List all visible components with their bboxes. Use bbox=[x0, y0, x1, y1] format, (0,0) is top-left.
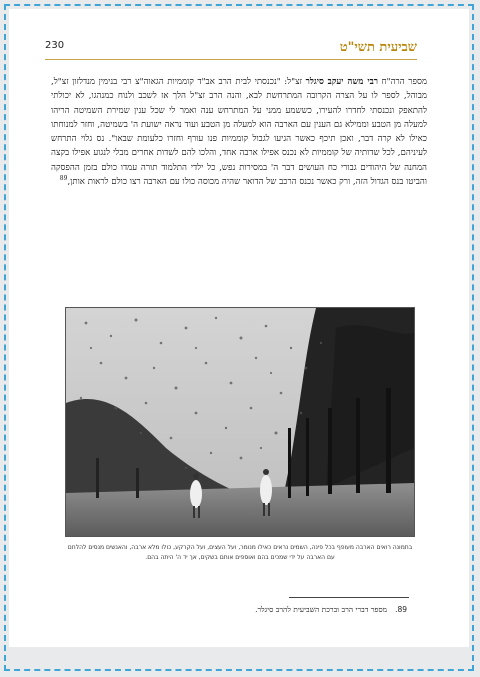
running-title: שביעית תשי"ט bbox=[339, 40, 417, 55]
footnote bbox=[255, 605, 407, 614]
footnote-reference: 89 bbox=[59, 175, 68, 183]
locust-swarm-photo-image bbox=[66, 308, 414, 536]
page-header bbox=[9, 39, 469, 59]
footnote-divider bbox=[289, 597, 409, 598]
document-page bbox=[9, 9, 469, 647]
photo-caption: בתמונה רואים הארבה מעופף בכל פינה, השמים נראים כאילו מנומר, ועל העצים, ועל הקרקע, כולו מלא ארבה, והאנשים מנסים להלחם עם הארבה על ידי שמכים בהם ואוספים אותם בשקים, אך יד ה' היתה בהם. bbox=[67, 544, 413, 561]
body-intro: מספר הרה"ח bbox=[377, 77, 427, 87]
body-paragraph bbox=[51, 75, 427, 189]
page-number: 230 bbox=[45, 40, 65, 51]
footnote-number: 89. bbox=[395, 605, 407, 614]
header-divider bbox=[45, 59, 417, 60]
bottom-band bbox=[9, 647, 469, 665]
footnote-text: מספר דברי הרב וברכת השביעית להרב סיגלר. bbox=[255, 605, 388, 614]
body-main-text: זצ"ל: "נכנסתי לבית הרב אב"ד קוממיות הגאוה"צ רבי בנימין מנדלזון זצ"ל, מבוהל, לספר לו על הצרה הקרובה המתרחשת לבא, והנה הרב זצ"ל הלך אז לשכב ולנוח כמנהגו, לא יכולתי להתאפק ונכנסתי לחדרו להעירו, כששמע ממני על המתרחש ענה ואמר לי שכל ענין שמירת השמיטה הריהו למעלה מן הטבע וממילא גם הענין עם הארבה הוא למעלה מן הטבע ועוד נראה ישועת ה' בשמיטה, וחזר למנוחתו כאילו לא קרה דבר, ואכן תיכף כאשר הגיעו לגבול קוממיות פנו עורף וחזרו כלעומת שבאו". נס גלוי התרחש לעיניהם, לכל שדותיה של קוממיות לא נכנס אפילו ארבה אחד, והלכו להם לשדות אחרים מבלי לנגוע אפילו בקצה המחנה של היהודים גבורי כח העושים דבר ה' במסירות נפש, כל ילדי התלמוד תורה עמדו כולם בזמן ההפסקה והביטו בנס הגדול הזה, ורק כאשר נכנס הרכב של הדואר שהיה מכוסה כולו עם הארבה רצו כולם לראות אותן, bbox=[51, 77, 427, 188]
locust-photo bbox=[65, 307, 415, 537]
rabbi-name: רבי משה יעקב סיגלר bbox=[305, 77, 378, 87]
